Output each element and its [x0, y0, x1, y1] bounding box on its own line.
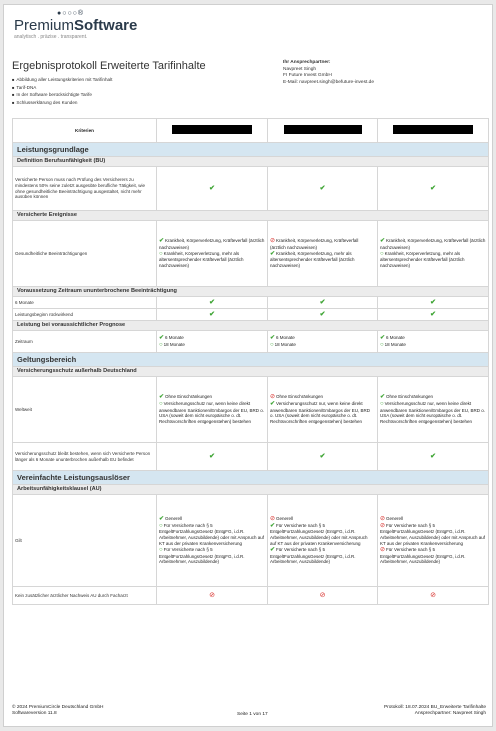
list-item — [159, 342, 265, 349]
list-item — [380, 342, 486, 349]
item-text: Generell — [386, 515, 404, 521]
check-icon: ✔ — [159, 238, 165, 244]
item-text: 18 Monate — [163, 341, 185, 347]
check-icon: ✔ — [209, 298, 215, 306]
logo-tagline: analytisch . präzise . transparent. — [14, 34, 88, 40]
check-icon: ✔ — [380, 334, 386, 341]
redacted-block — [393, 125, 473, 134]
check-icon: ✔ — [380, 394, 386, 400]
cross-cell — [268, 587, 378, 605]
document-page — [3, 4, 493, 727]
subsection-title: Voraussetzung Zeitraum ununterbrochene Beeinträchtigung — [13, 287, 489, 297]
cross-cell — [378, 587, 489, 605]
check-icon: ✔ — [430, 452, 436, 460]
list-item — [270, 394, 375, 401]
premium-software-logo — [14, 12, 137, 40]
item-text: Krankheit, Körperverletzung, Kräfteverfall (ärztlich nachzuweisen) — [270, 238, 359, 250]
list-item — [270, 342, 375, 349]
circle-icon: ○ — [380, 400, 384, 407]
section-row — [13, 353, 489, 367]
subsection-row — [13, 367, 489, 377]
check-cell — [378, 297, 489, 309]
logo-brand-bold: Software — [74, 17, 138, 34]
subsection-title: Leistung bei voraussichtlicher Prognose — [13, 321, 489, 331]
item-text: Ohne Einschränkungen — [165, 394, 213, 399]
subsection-row — [13, 287, 489, 297]
list-item — [159, 251, 265, 269]
row-label: Kein zusätzlicher ärztlicher Nachweis AU durch Facharzt — [13, 587, 157, 605]
footer-left — [12, 705, 104, 717]
list-item — [270, 251, 375, 269]
circle-icon: ○ — [380, 341, 384, 348]
list-item — [270, 401, 375, 425]
page-title: Ergebnisprotokoll Erweiterte Tarifinhalte — [12, 60, 206, 72]
bullet-item: ■ In der Software berücksichtigte Tarife — [12, 91, 112, 99]
subsection-row — [13, 485, 489, 495]
check-icon: ✔ — [319, 452, 326, 460]
list-item — [380, 238, 486, 251]
section-title: Leistungsgrundlage — [13, 143, 489, 157]
list-item — [380, 516, 486, 523]
item-text: Krankheit, Körperverletzung, mehr als altersentsprechender Kräfteverfall (ärztlich nachzuweisen) — [380, 250, 465, 269]
contact-heading: Ihr Ansprechpartner: — [283, 60, 331, 65]
tariff-header-1 — [157, 119, 268, 143]
check-cell — [268, 167, 378, 211]
list-item — [159, 516, 265, 523]
table-row — [13, 221, 489, 287]
list-item — [159, 238, 265, 251]
contact-block — [283, 60, 374, 86]
list-item — [380, 335, 486, 342]
check-icon: ✔ — [270, 400, 276, 407]
item-text: Krankheit, Körperverletzung, Kräfteverfall (ärztlich nachzuweisen) — [380, 238, 486, 250]
check-icon: ✔ — [430, 298, 436, 306]
row-label: 6 Monate — [13, 297, 157, 309]
list-item — [380, 401, 486, 425]
check-icon: ✔ — [270, 522, 276, 529]
subsection-title: Versicherte Ereignisse — [13, 211, 489, 221]
check-icon: ✔ — [159, 515, 165, 522]
value-cell — [268, 495, 378, 587]
check-icon: ✔ — [270, 250, 276, 257]
value-cell — [157, 377, 268, 443]
subsection-row — [13, 157, 489, 167]
bullet-item: ■ Schlusserklärung des Kunden — [12, 99, 112, 107]
list-item — [380, 547, 486, 565]
item-text: Für Versicherte nach § 5 EntgeltFortzahlungsGesetz (EntgFG, i.d.R. Arbeitnehmer, Auszubildende) — [380, 546, 466, 565]
redacted-block — [284, 125, 362, 134]
circle-icon: ○ — [270, 341, 274, 348]
footer-protokoll: Protokoll: 18.07.2024 BU_Erweiterte Tarifinhalte — [383, 705, 486, 710]
check-icon: ✔ — [380, 238, 386, 244]
section-title: Vereinfachte Leistungsauslöser — [13, 471, 489, 485]
item-text: Versicherungsschutz nur, wenn keine direkt anwendbaren Sanktionen/Embargos der EU, BRD o. USA (soweit dem nicht europäische o. dt. Rechtsvorschriften entgegenstehen) bestehen — [380, 400, 486, 425]
row-label: Zeitraum — [13, 331, 157, 353]
item-text: Für Versicherte nach § 5 EntgeltFortzahlungsGesetz (EntgFG, i.d.R. Arbeitnehmer, Auszubildende) oder mit Anspruch auf KT aus der privaten Krankenversicherung — [380, 522, 486, 546]
item-text: Generell — [165, 515, 183, 521]
footer-page-number: Seite 1 von 17 — [237, 712, 268, 717]
item-text: 6 Monate — [276, 334, 295, 340]
prohibited-icon: ⊘ — [380, 522, 386, 529]
item-text: 18 Monate — [384, 341, 406, 347]
check-icon: ✔ — [270, 546, 276, 553]
item-text: Krankheit, Körperverletzung, mehr als altersentsprechender Kräfteverfall (ärztlich nachzuweisen) — [270, 250, 355, 269]
item-text: 6 Monate — [165, 334, 184, 340]
item-text: Für Versicherte nach § 5 EntgeltFortzahlungsGesetz (EntgFG, i.d.R. Arbeitnehmer, Auszubildende) — [159, 546, 245, 565]
list-item — [270, 516, 375, 523]
logo-dots: ●○○○® — [57, 10, 85, 17]
row-label: Leistungsbeginn rückwirkend — [13, 309, 157, 321]
item-text: Generell — [276, 515, 294, 521]
prohibited-icon: ⊘ — [209, 591, 215, 599]
item-text: Ohne Einschränkungen — [386, 394, 434, 399]
list-item — [270, 335, 375, 342]
circle-icon: ○ — [159, 341, 163, 348]
bullet-item: ■ Tarif-DNA — [12, 84, 112, 92]
table-row — [13, 309, 489, 321]
value-cell — [378, 221, 489, 287]
tariff-header-3 — [378, 119, 489, 143]
list-item — [380, 394, 486, 401]
section-row — [13, 471, 489, 485]
value-cell — [157, 221, 268, 287]
footer-copyright: © 2024 PremiumCircle Deutschland GmbH — [12, 705, 104, 710]
list-item — [270, 547, 375, 565]
bullet-item: ■ Abbildung aller Leistungskriterien mit Tarifinhalt — [12, 76, 112, 84]
criteria-table — [12, 118, 489, 605]
row-label: Versicherte Person muss nach Prüfung des Versicherers zu mindestens 50% seine zuletzt ausgeübte berufliche Tätigkeit, wie ohne gesundheitliche Beeinträchtigung ausgestaltet, nicht mehr ausüben können — [13, 167, 157, 211]
table-row — [13, 495, 489, 587]
item-text: 18 Monate — [274, 341, 296, 347]
logo-wordmark — [14, 18, 137, 33]
circle-icon: ○ — [380, 250, 384, 257]
footer-right — [384, 705, 486, 717]
circle-icon: ○ — [159, 522, 163, 529]
table-row — [13, 587, 489, 605]
check-cell — [157, 443, 268, 471]
check-cell — [157, 167, 268, 211]
list-item — [380, 251, 486, 269]
item-text: Für Versicherte nach § 5 EntgeltFortzahlungsGesetz (EntgFG, i.d.R. Arbeitnehmer, Auszubildende) oder mit Anspruch auf KT aus der privaten Krankenversicherung — [159, 522, 265, 546]
table-header-row — [13, 119, 489, 143]
value-cell — [268, 377, 378, 443]
list-item — [380, 523, 486, 547]
list-item — [159, 401, 265, 425]
check-cell — [268, 443, 378, 471]
row-label: Gesundheitliche Beeinträchtigungen — [13, 221, 157, 287]
item-text: Für Versicherte nach § 5 EntgeltFortzahlungsGesetz (EntgFG, i.d.R. Arbeitnehmer, Auszubildende) — [270, 546, 356, 565]
table-row — [13, 297, 489, 309]
row-label: Weltweit — [13, 377, 157, 443]
check-cell — [378, 167, 489, 211]
check-icon: ✔ — [159, 394, 165, 400]
item-text: Krankheit, Körperverletzung, Kräfteverfall (ärztlich nachzuweisen) — [159, 238, 265, 250]
list-item — [270, 238, 375, 251]
logo-brand-light: Premium — [14, 17, 75, 34]
circle-icon: ○ — [159, 250, 163, 257]
row-label: Versicherungsschutz bleibt bestehen, wenn sich Versicherte Person länger als 6 Monate ununterbrochen außerhalb EU befindet — [13, 443, 157, 471]
bullet-list — [12, 76, 112, 106]
row-label: Gilt — [13, 495, 157, 587]
prohibited-icon: ⊘ — [430, 591, 436, 599]
contact-email: E-Mail: navpreet.singh@befuture-invest.de — [283, 79, 374, 85]
contact-company: FI Future Invest GmbH — [283, 73, 332, 79]
footer-ansprechpartner: Ansprechpartner: Navpreet Singh — [414, 711, 486, 716]
check-icon: ✔ — [159, 334, 165, 341]
table-row — [13, 167, 489, 211]
item-text: 6 Monate — [386, 334, 405, 340]
check-icon: ✔ — [319, 310, 326, 318]
check-cell — [268, 297, 378, 309]
footer-version: Softwareversion 11.8 — [12, 711, 57, 716]
check-icon: ✔ — [319, 184, 326, 192]
check-icon: ✔ — [430, 184, 436, 192]
subsection-title: Definition Berufsunfähigkeit (BU) — [13, 157, 489, 167]
value-cell — [157, 331, 268, 353]
check-cell — [378, 443, 489, 471]
check-icon: ✔ — [319, 298, 326, 306]
table-row — [13, 443, 489, 471]
item-text: Versicherungsschutz nur, wenn keine direkt anwendbaren Sanktionen/Embargos der EU, BRD o. USA (soweit dem nicht europäische o. dt. Rechtsvorschriften entgegenstehen) bestehen — [159, 400, 265, 425]
item-text: Ohne Einschränkungen — [276, 394, 324, 399]
table-row — [13, 377, 489, 443]
item-text: Für Versicherte nach § 5 EntgeltFortzahlungsGesetz (EntgFG, i.d.R. Arbeitnehmer, Auszubildende) oder mit Anspruch auf KT aus der privaten Krankenversicherung — [270, 522, 368, 546]
subsection-row — [13, 321, 489, 331]
value-cell — [268, 331, 378, 353]
check-icon: ✔ — [430, 310, 436, 318]
list-item — [159, 394, 265, 401]
check-icon: ✔ — [209, 310, 215, 318]
check-cell — [157, 297, 268, 309]
check-icon: ✔ — [209, 184, 215, 192]
redacted-block — [172, 125, 252, 134]
list-item — [270, 523, 375, 547]
prohibited-icon: ⊘ — [270, 394, 276, 400]
section-row — [13, 143, 489, 157]
item-text: Versicherungsschutz nur, wenn keine direkt anwendbaren Sanktionen/Embargos der EU, BRD o. USA (soweit dem nicht europäische o. dt. Rechtsvorschriften entgegenstehen) bestehen — [270, 400, 371, 425]
tariff-header-2 — [268, 119, 378, 143]
prohibited-icon: ⊘ — [380, 515, 386, 522]
value-cell — [268, 221, 378, 287]
criteria-header: Kriterien — [13, 119, 157, 143]
value-cell — [378, 377, 489, 443]
list-item — [159, 523, 265, 547]
circle-icon: ○ — [159, 400, 163, 407]
prohibited-icon: ⊘ — [270, 515, 276, 522]
table-row — [13, 331, 489, 353]
value-cell — [378, 495, 489, 587]
value-cell — [157, 495, 268, 587]
section-title: Geltungsbereich — [13, 353, 489, 367]
list-item — [159, 547, 265, 565]
item-text: Krankheit, Körperverletzung, mehr als altersentsprechender Kräfteverfall (ärztlich nachzuweisen) — [159, 250, 244, 269]
check-cell — [157, 309, 268, 321]
check-icon: ✔ — [209, 452, 215, 460]
value-cell — [378, 331, 489, 353]
list-item — [159, 335, 265, 342]
cross-cell — [157, 587, 268, 605]
prohibited-icon: ⊘ — [319, 591, 326, 599]
contact-name: Navpreet Singh — [283, 66, 317, 72]
subsection-row — [13, 211, 489, 221]
check-icon: ✔ — [270, 334, 276, 341]
prohibited-icon: ⊘ — [270, 238, 276, 244]
check-cell — [378, 309, 489, 321]
subsection-title: Versicherungsschutz außerhalb Deutschland — [13, 367, 489, 377]
subsection-title: Arbeitsunfähigkeitsklausel (AU) — [13, 485, 489, 495]
circle-icon: ○ — [159, 546, 163, 553]
check-cell — [268, 309, 378, 321]
prohibited-icon: ⊘ — [380, 546, 386, 553]
